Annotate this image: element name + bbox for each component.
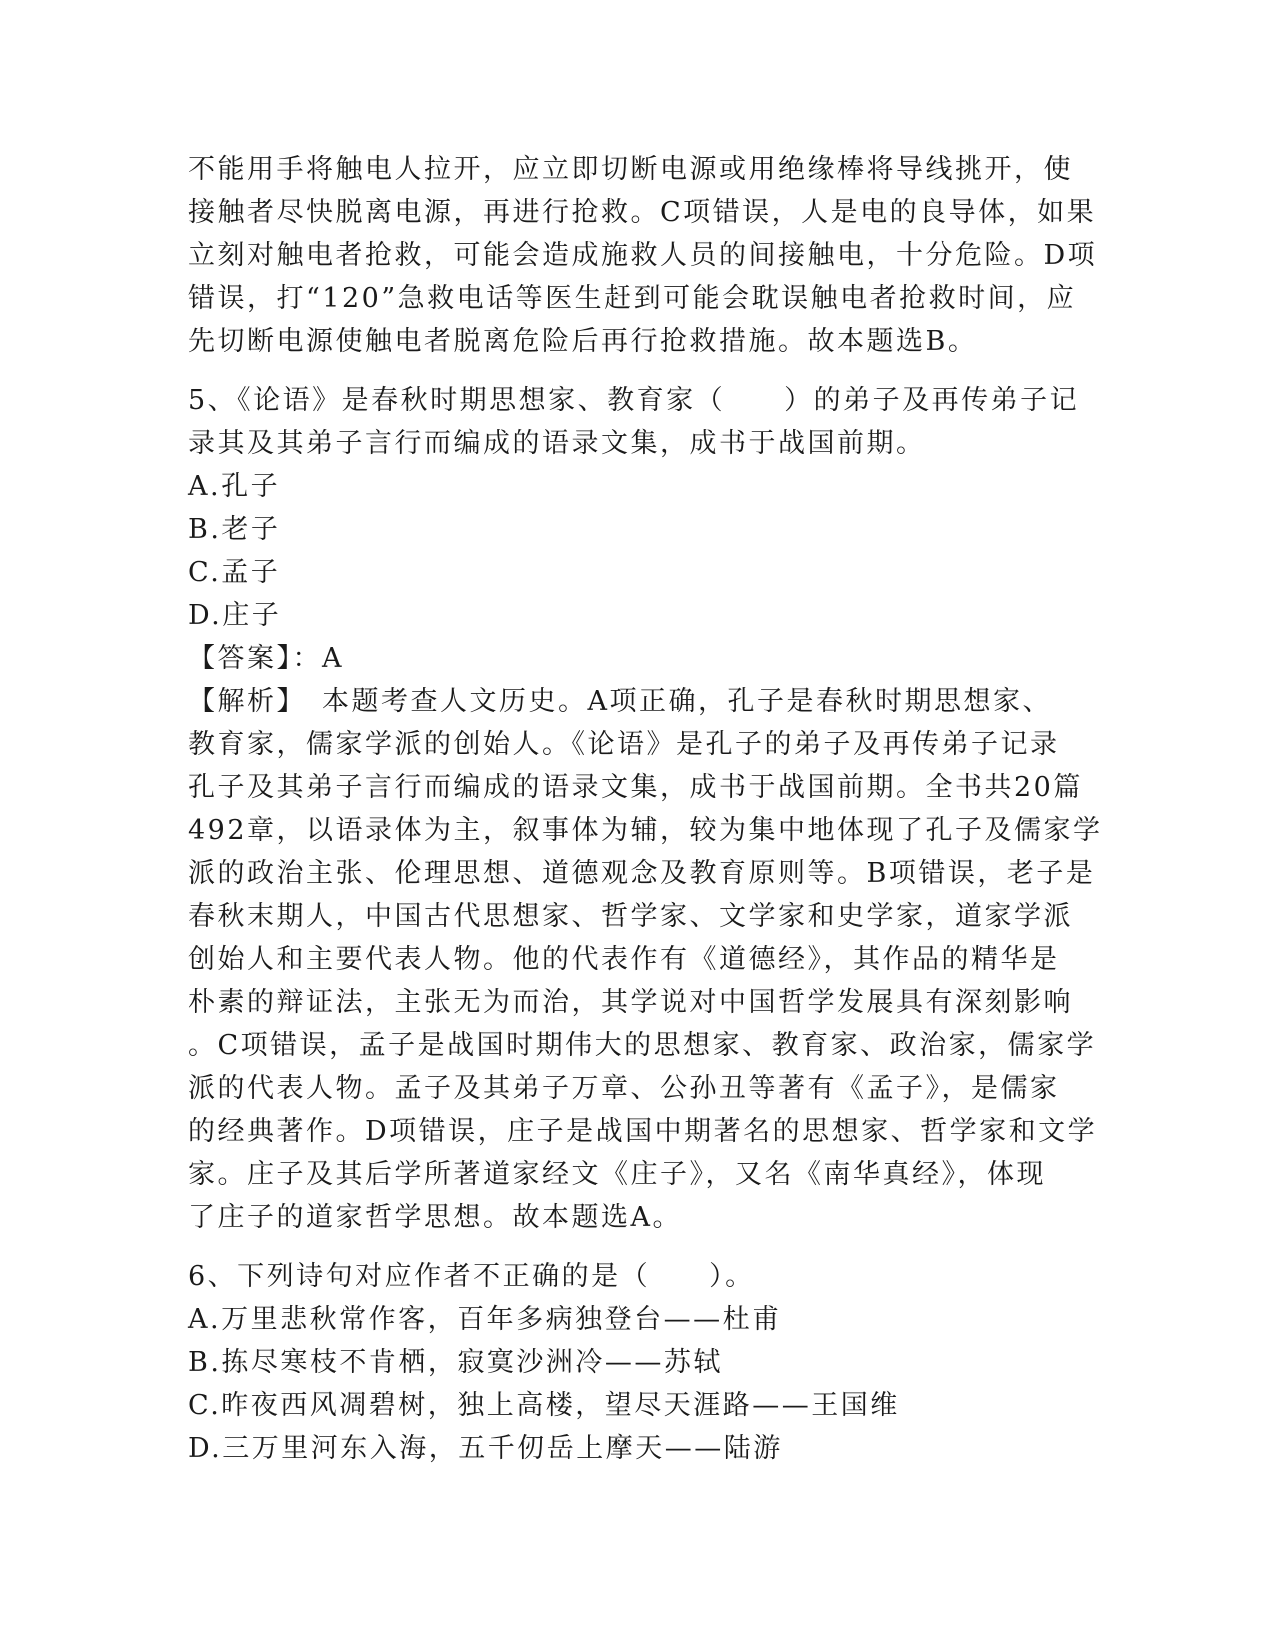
previous-explanation [188,148,1098,363]
text-line: 错误，打“120”急救电话等医生赶到可能会耽误触电者抢救时间，应 [188,283,1077,314]
explanation-line: 492章，以语录体为主，叙事体为辅，较为集中地体现了孔子及儒家学 [188,815,1103,846]
explanation-line: 了庄子的道家哲学思想。故本题选A。 [188,1202,682,1233]
explanation-line: 【解析】 本题考查人文历史。A项正确，孔子是春秋时期思想家、 [188,686,1052,717]
text-line: 接触者尽快脱离电源，再进行抢救。C项错误，人是电的良导体，如果 [188,197,1097,228]
explanation-line: 家。庄子及其后学所著道家经文《庄子》，又名《南华真经》，体现 [188,1159,1046,1190]
option-d: D.三万里河东入海，五千仞岳上摩天——陆游 [188,1433,783,1464]
explanation-line: 。C项错误，孟子是战国时期伟大的思想家、教育家、政治家，儒家学 [188,1030,1097,1061]
question-stem: 5、《论语》是春秋时期思想家、教育家（ ）的弟子及再传弟子记 [188,385,1080,416]
text-line: 先切断电源使触电者脱离危险后再行抢救措施。故本题选B。 [188,326,978,357]
explanation-line: 派的政治主张、伦理思想、道德观念及教育原则等。B项错误，老子是 [188,858,1096,889]
explanation-line: 朴素的辩证法，主张无为而治，其学说对中国哲学发展具有深刻影响 [188,987,1073,1018]
option-a: A.孔子 [188,471,281,502]
answer-line: 【答案】：A [188,643,344,674]
option-c: C.孟子 [188,557,281,588]
question-stem: 6、下列诗句对应作者不正确的是（ ）。 [188,1261,755,1292]
document-page [188,148,1103,1470]
explanation-line: 春秋末期人，中国古代思想家、哲学家、文学家和史学家，道家学派 [188,901,1073,932]
option-b: B.拣尽寒枝不肯栖，寂寞沙洲冷——苏轼 [188,1347,723,1378]
explanation-line: 教育家，儒家学派的创始人。《论语》是孔子的弟子及再传弟子记录 [188,729,1060,760]
option-a: A.万里悲秋常作客，百年多病独登台——杜甫 [188,1304,782,1335]
option-d: D.庄子 [188,600,282,631]
text-line: 立刻对触电者抢救，可能会造成施救人员的间接触电，十分危险。D项 [188,240,1098,271]
question-stem: 录其及其弟子言行而编成的语录文集，成书于战国前期。 [188,428,926,459]
option-b: B.老子 [188,514,281,545]
text-line: 不能用手将触电人拉开，应立即切断电源或用绝缘棒将导线挑开，使 [188,154,1073,185]
explanation-line: 创始人和主要代表人物。他的代表作有《道德经》，其作品的精华是 [188,944,1060,975]
question-6 [188,1255,1088,1470]
explanation-line: 孔子及其弟子言行而编成的语录文集，成书于战国前期。全书共20篇 [188,772,1083,803]
explanation-line: 派的代表人物。孟子及其弟子万章、公孙丑等著有《孟子》，是儒家 [188,1073,1060,1104]
explanation-line: 的经典著作。D项错误，庄子是战国中期著名的思想家、哲学家和文学 [188,1116,1098,1147]
option-c: C.昨夜西风凋碧树，独上高楼，望尽天涯路——王国维 [188,1390,900,1421]
question-5 [188,379,1103,1239]
